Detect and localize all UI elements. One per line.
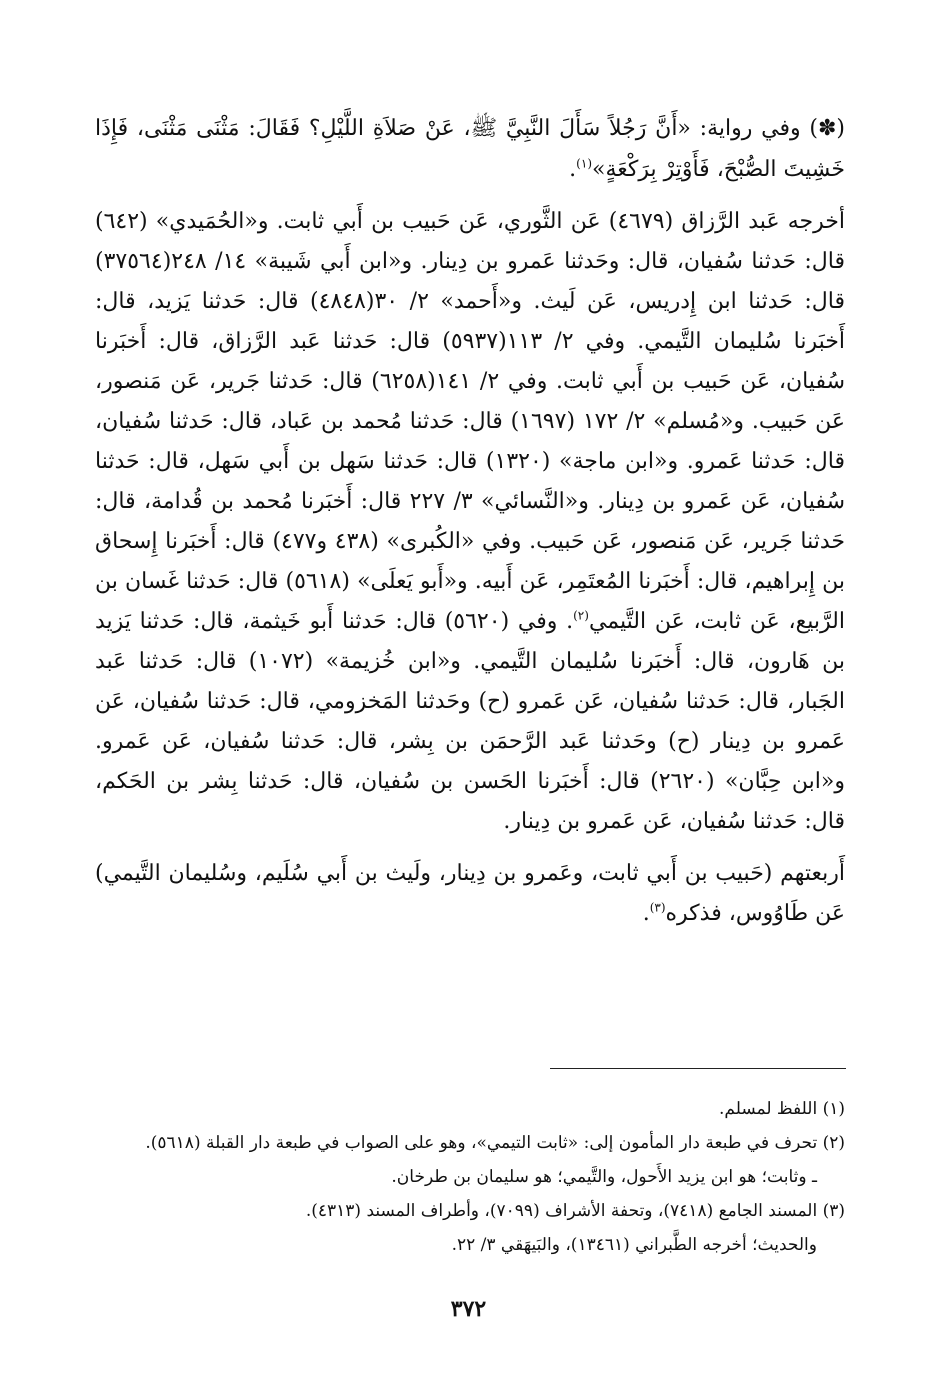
footnote-ref[interactable]: (١) (576, 156, 592, 171)
paragraph-text: أَربعتهم (حَبيب بن أَبي ثابت، وعَمرو بن دِينار، ولَيث بن أَبي سُلَيم، وسُليمان التَّيمي) عَن طَاوُوس، فذكره (95, 861, 845, 926)
paragraph-tail: . (569, 157, 577, 182)
footnote-3: (٣) المسند الجامع (٧٤١٨)، وتحفة الأشراف (٧٠٩٩)، وأطراف المسند (٤٣١٣). (305, 1201, 845, 1221)
paragraph-text: أخرجه عَبد الرَّزاق (٤٦٧٩) عَن الثَّوري، عَن حَبيب بن أَبي ثابت. و«الحُمَيدي» (٦٤٢) قال: حَدثنا سُفيان، قال: وحَدثنا عَمرو بن دِينار. و«ابن أَبي شَيبة» ١٤/ ٢٤٨(٣٧٥٦٤) قال: حَدثنا ابن إِدريس، عَن لَيث. و«أَحمد» ٢/ ٣٠(٤٨٤٨) قال: حَدثنا يَزيد، قال: أَخبَرنا سُليمان التَّيمي. وفي ٢/ ١١٣(٥٩٣٧) قال: حَدثنا عَبد الرَّزاق، قال: أَخبَرنا سُفيان، عَن حَبيب بن أَبي ثابت. وفي ٢/ ١٤١(٦٢٥٨) قال: حَدثنا جَرير، عَن مَنصور، عَن حَبيب. و«مُسلم» ٢/ ١٧٢ (١٦٩٧) قال: حَدثنا مُحمد بن عَباد، قال: حَدثنا سُفيان، قال: حَدثنا عَمرو. و«ابن ماجة» (١٣٢٠) قال: حَدثنا سَهل بن أَبي سَهل، قال: حَدثنا سُفيان، عَن عَمرو بن دِينار. و«النَّسائي» ٣/ ٢٢٧ قال: أَخبَرنا مُحمد بن قُدامة، قال: حَدثنا جَرير، عَن مَنصور، عَن حَبيب. وفي «الكُبرى» (٤٣٨ و٤٧٧) قال: أَخبَرنا إِسحاق بن إِبراهيم، قال: أَخبَرنا المُعتَمِر، عَن أَبيه. و«أَبو يَعلَى» (٥٦١٨) قال: حَدثنا غَسان بن الرَّبيع، عَن ثابت، عَن التَّيمي (95, 209, 846, 634)
footnote-ref[interactable]: (٣) (649, 900, 666, 915)
footnote-3-continuation: والحديث؛ أخرجه الطَّبراني (١٣٤٦١)، والبَيهَقي ٣/ ٢٢. (451, 1235, 817, 1255)
footnote-2-continuation: ـ وثابت؛ هو ابن يزيد الأَحول، والتَّيمي؛ هو سليمان بن طرخان. (391, 1167, 817, 1187)
footnote-1: (١) اللفظ لمسلم. (718, 1099, 845, 1119)
paragraph-tail: . (642, 901, 650, 926)
paragraph-text: (✽) وفي رواية: «أَنَّ رَجُلاً سَأَلَ النَّبِيَّ ﷺ، عَنْ صَلاَةِ اللَّيْلِ؟ فَقَالَ: مَثْنَى مَثْنَى، فَإِذَا خَشِيتَ الصُّبْحَ، فَأَوْتِرْ بِرَكْعَةٍ» (95, 116, 845, 182)
paragraph-tail: . وفي (٥٦٢٠) قال: حَدثنا أَبو خَيثمة، قال: حَدثنا يَزيد بن هَارون، قال: أَخبَرنا سُليمان التَّيمي. و«ابن خُزيمة» (١٠٧٢) قال: حَدثنا عَبد الجَبار، قال: حَدثنا سُفيان، عَن عَمرو (ح) وحَدثنا المَخزومي، قال: حَدثنا سُفيان، عَن عَمرو بن دِينار (ح) وحَدثنا عَبد الرَّحمَن بن بِشر، قال: حَدثنا سُفيان، عَن عَمرو. و«ابن حِبَّان» (٢٦٢٠) قال: أَخبَرنا الحَسن بن سُفيان، قال: حَدثنا بِشر بن الحَكم، قال: حَدثنا سُفيان، عَن عَمرو بن دِينار. (95, 609, 845, 834)
footnote-2: (٢) تحرف في طبعة دار المأمون إلى: «ثابت التيمي»، وهو على الصواب في طبعة دار القبلة (٥٦١٨). (145, 1133, 845, 1153)
page-number: ٣٧٢ (450, 1296, 487, 1322)
footnote-divider (550, 1068, 846, 1069)
footnotes (95, 1092, 845, 1262)
main-text (95, 108, 845, 946)
footnote-ref[interactable]: (٢) (573, 608, 589, 623)
summary-paragraph (95, 854, 845, 934)
takhrij-paragraph (95, 202, 845, 842)
hadith-paragraph (95, 108, 845, 190)
